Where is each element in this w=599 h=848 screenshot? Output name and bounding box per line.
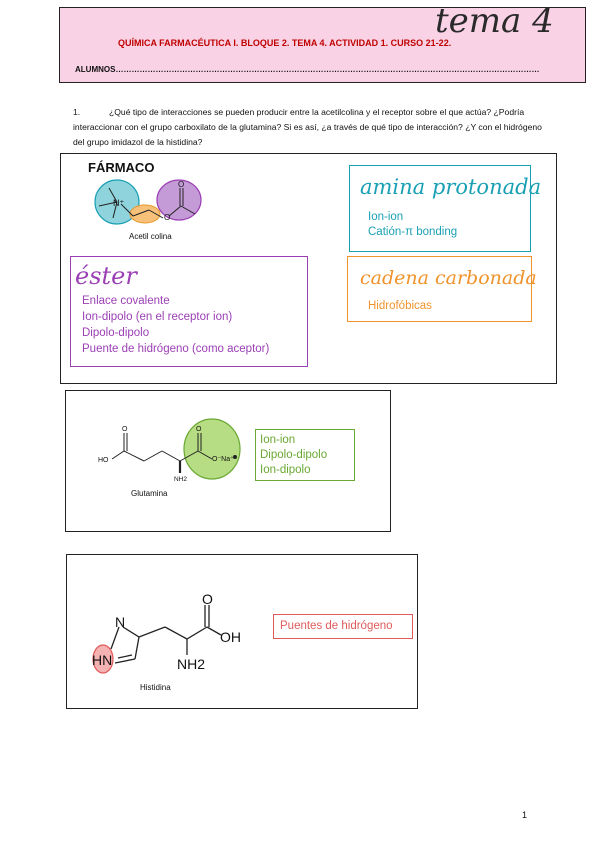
amina-title bbox=[360, 168, 542, 202]
question-paragraph bbox=[73, 105, 543, 150]
his-hn: HN bbox=[92, 652, 113, 668]
ester-title bbox=[75, 257, 155, 291]
ester-item-0: Enlace covalente bbox=[82, 295, 170, 307]
his-n: N bbox=[115, 614, 126, 630]
glut-ona: O⁻Na⁺ bbox=[212, 456, 234, 463]
glut-ho: HO bbox=[98, 457, 109, 464]
carboxilato-highlight bbox=[184, 419, 240, 479]
document-title: QUÍMICA FARMACÉUTICA I. BLOQUE 2. TEMA 4. ACTIVIDAD 1. CURSO 21-22. bbox=[118, 38, 452, 48]
amina-item-1: Catión-π bonding bbox=[368, 226, 458, 238]
ester-item-1: Ion-dipolo (en el receptor ion) bbox=[82, 311, 233, 323]
acetilcolina-panel bbox=[60, 153, 557, 384]
glut-o2: O bbox=[196, 426, 202, 433]
glutamina-name: Glutamina bbox=[131, 489, 168, 498]
svg-text:N⁺: N⁺ bbox=[113, 198, 125, 208]
amina-item-0: Ion-ion bbox=[368, 211, 404, 223]
question-text: ¿Qué tipo de interacciones se pueden producir entre la acetilcolina y el receptor sobre el que actúa? ¿Podría interaccionar con el grupo carboxilato de la glutamina? Si es así, ¿a través de qué tipo de interacción? ¿Y con el hidrógeno del grupo imidazol de la histidina? bbox=[73, 107, 542, 147]
glutamina-item-0: Ion-ion bbox=[260, 434, 296, 446]
amina-title-text: amina protonada bbox=[360, 175, 542, 199]
glutamina-item-2: Ion-dipolo bbox=[260, 464, 311, 476]
histidina-structure bbox=[89, 593, 259, 693]
cadena-title bbox=[360, 259, 537, 291]
page-number: 1 bbox=[522, 810, 528, 820]
question-number: 1. bbox=[73, 107, 81, 117]
tema-text: tema 4 bbox=[435, 1, 554, 41]
histidina-name: Histidina bbox=[140, 683, 171, 692]
glut-nh2: NH2 bbox=[174, 476, 188, 483]
alumnos-line: ALUMNOS…………………………………………………………………………………………………………………………………………… bbox=[75, 65, 540, 74]
his-o: O bbox=[202, 591, 213, 607]
glutamina-box bbox=[255, 429, 355, 481]
glutamina-structure bbox=[94, 411, 254, 491]
glut-o1: O bbox=[122, 426, 128, 433]
ester-box bbox=[70, 256, 308, 367]
ester-title-text: éster bbox=[75, 262, 137, 290]
histidina-box bbox=[273, 614, 413, 639]
cadena-item-0: Hidrofóbicas bbox=[368, 300, 432, 312]
acetilcolina-structure bbox=[87, 178, 217, 238]
ester-item-3: Puente de hidrógeno (como aceptor) bbox=[82, 343, 270, 355]
cadena-title-text: cadena carbonada bbox=[360, 267, 537, 289]
histidina-panel bbox=[66, 554, 418, 709]
histidina-item-0: Puentes de hidrógeno bbox=[280, 620, 393, 632]
acetilcolina-name: Acetil colina bbox=[129, 232, 172, 241]
his-oh: OH bbox=[220, 629, 241, 645]
svg-text:O: O bbox=[178, 180, 185, 189]
glutamina-panel bbox=[65, 390, 391, 532]
farmaco-label: FÁRMACO bbox=[88, 160, 155, 175]
cadena-box bbox=[347, 256, 537, 322]
his-nh2: NH2 bbox=[177, 656, 206, 672]
amina-box bbox=[349, 165, 542, 252]
ester-item-2: Dipolo-dipolo bbox=[82, 327, 150, 339]
glutamina-item-1: Dipolo-dipolo bbox=[260, 449, 328, 461]
svg-text:O: O bbox=[164, 213, 171, 222]
